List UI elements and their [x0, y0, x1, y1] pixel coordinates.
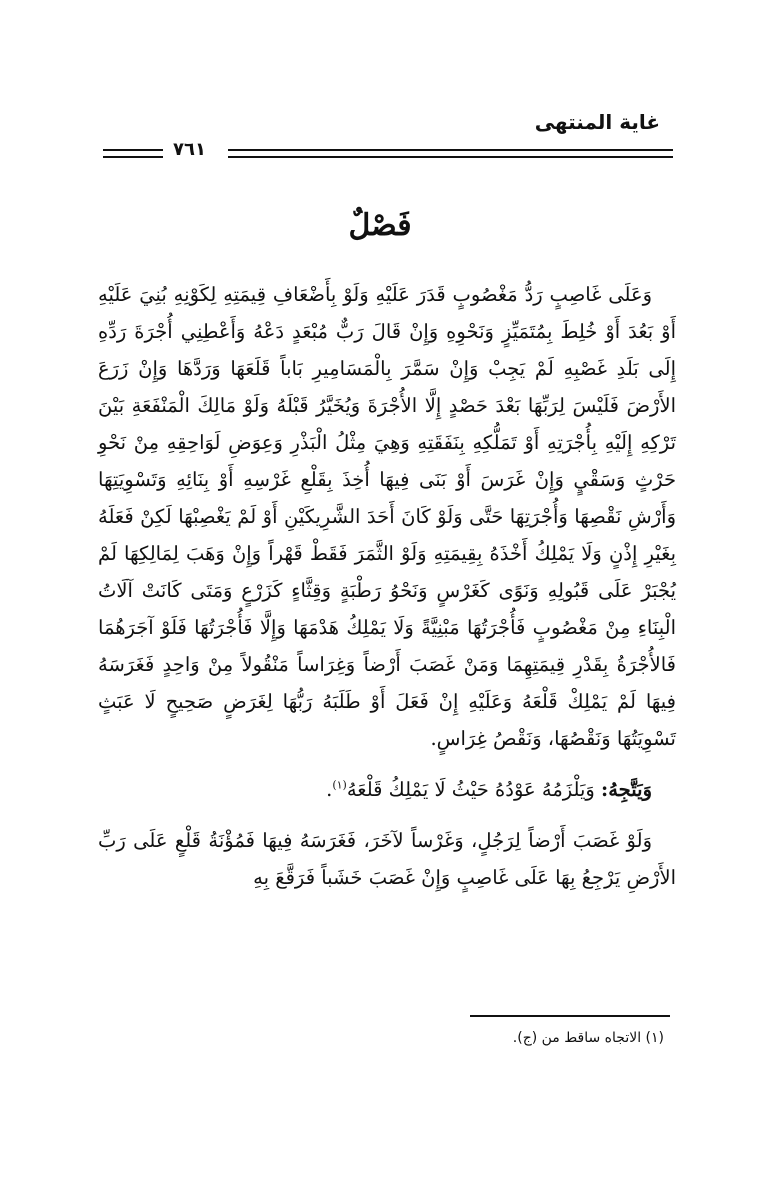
running-title: غاية المنتهى	[534, 110, 660, 134]
paragraph-2	[98, 771, 676, 808]
paragraph-2-lead: وَيَتَّجِهُ:	[601, 778, 652, 801]
footnote-reference[interactable]: (١)	[332, 778, 347, 792]
header-rule	[103, 139, 673, 163]
paragraph-2-text: وَيَلْزَمُهُ عَوْدُهُ حَيْثُ لَا يَمْلِكُ قَلْعَهُ	[346, 778, 595, 801]
footnote: (١) الاتجاه ساقط من (ج).	[512, 1030, 664, 1046]
paragraph-3: وَلَوْ غَصَبَ أَرْضاً لِرَجُلٍ، وَغَرْساً لآخَرَ، فَغَرَسَهُ فِيهَا فَمُؤْنَةُ قَلْعٍ عَلَى رَبِّ الأَرْضِ يَرْجِعُ بِهَا عَلَى غَاصِبٍ وَإِنْ غَصَبَ خَشَباً فَرَقَّعَ بِهِ	[98, 829, 676, 889]
page-number: ٧٦١	[173, 139, 206, 160]
footnote-separator	[470, 1015, 670, 1017]
paragraph-1: وَعَلَى غَاصِبٍ رَدُّ مَغْصُوبٍ قَدَرَ عَلَيْهِ وَلَوْ بِأَضْعَافِ قِيمَتِهِ لِكَوْنِهِ بُنِيَ عَلَيْهِ أَوْ بَعُدَ أَوْ خُلِطَ بِمُتَمَيِّزٍ وَنَحْوِهِ وَإِنْ قَالَ رَبٌّ مُبْعَدٍ دَعْهُ وَأَعْطِنِي أُجْرَةَ رَدِّهِ إِلَى بَلَدِ غَصْبِهِ لَمْ يَجِبْ وَإِنْ سَمَّرَ بِالْمَسَامِيرِ بَاباً قَلَعَهَا وَرَدَّهَا وَإِنْ زَرَعَ الأَرْضَ فَلَيْسَ لِرَبِّهَا بَعْدَ حَصْدٍ إِلَّا الأُجْرَةَ وَيُخَيَّرُ قَبْلَهُ وَلَوْ مَالِكَ الْمَنْفَعَةِ بَيْنَ تَرْكِهِ إِلَيْهِ بِأُجْرَتِهِ أَوْ تَمَلُّكِهِ بِنَفَقَتِهِ وَهِيَ مِثْلُ الْبَذْرِ وَعِوَضِ لَوَاحِقِهِ مِنْ نَحْوِ حَرْثٍ وَسَقْيٍ وَإِنْ غَرَسَ أَوْ بَنَى فِيهَا أُخِذَ بِقَلْعِ غَرْسِهِ أَوْ بِنَائِهِ وَتَسْوِيَتِهَا وَأَرْشِ نَقْصِهَا وَأُجْرَتِهَا حَتَّى وَلَوْ كَانَ أَحَدَ الشَّرِيكَيْنِ أَوْ لَمْ يَغْصِبْهَا لَكِنْ فَعَلَهُ بِغَيْرِ إِذْنٍ وَلَا يَمْلِكُ أَخْذَهُ بِقِيمَتِهِ وَلَوْ الثَّمَرَ فَقَطْ قَهْراً وَإِنْ وَهَبَ لِمَالِكِهَا لَمْ يُجْبَرْ عَلَى قَبُولِهِ وَنَوًى كَغَرْسٍ وَنَحْوُ رَطْبَةٍ وَقِثَّاءٍ كَزَرْعٍ وَمَتَى كَانَتْ آلَاتُ الْبِنَاءِ مِنْ مَغْصُوبٍ فَأُجْرَتُهَا مَبْنِيَّةً وَلَا يَمْلِكُ هَدْمَهَا وَإِلَّا فَأُجْرَتُهَا فَلَوْ آجَرَهُمَا فَالأُجْرَةُ بِقَدْرِ قِيمَتِهِمَا وَمَنْ غَصَبَ أَرْضاً وَغِرَاساً مَنْقُولاً مِنْ وَاحِدٍ فَغَرَسَهُ فِيهَا لَمْ يَمْلِكْ قَلْعَهُ وَعَلَيْهِ إِنْ فَعَلَ أَوْ طَلَبَهُ رَبُّهَا لِغَرَضٍ صَحِيحٍ لَا عَبَثٍ تَسْوِيَتُهَا وَنَقْصُهَا، وَنَقْصُ غِرَاسٍ.	[98, 283, 676, 750]
body-text	[98, 276, 676, 896]
paragraph-2-end: .	[326, 778, 333, 801]
header-rule-left	[103, 149, 163, 158]
header-rule-right	[228, 149, 673, 158]
section-heading: فَصْلٌ	[348, 208, 412, 243]
